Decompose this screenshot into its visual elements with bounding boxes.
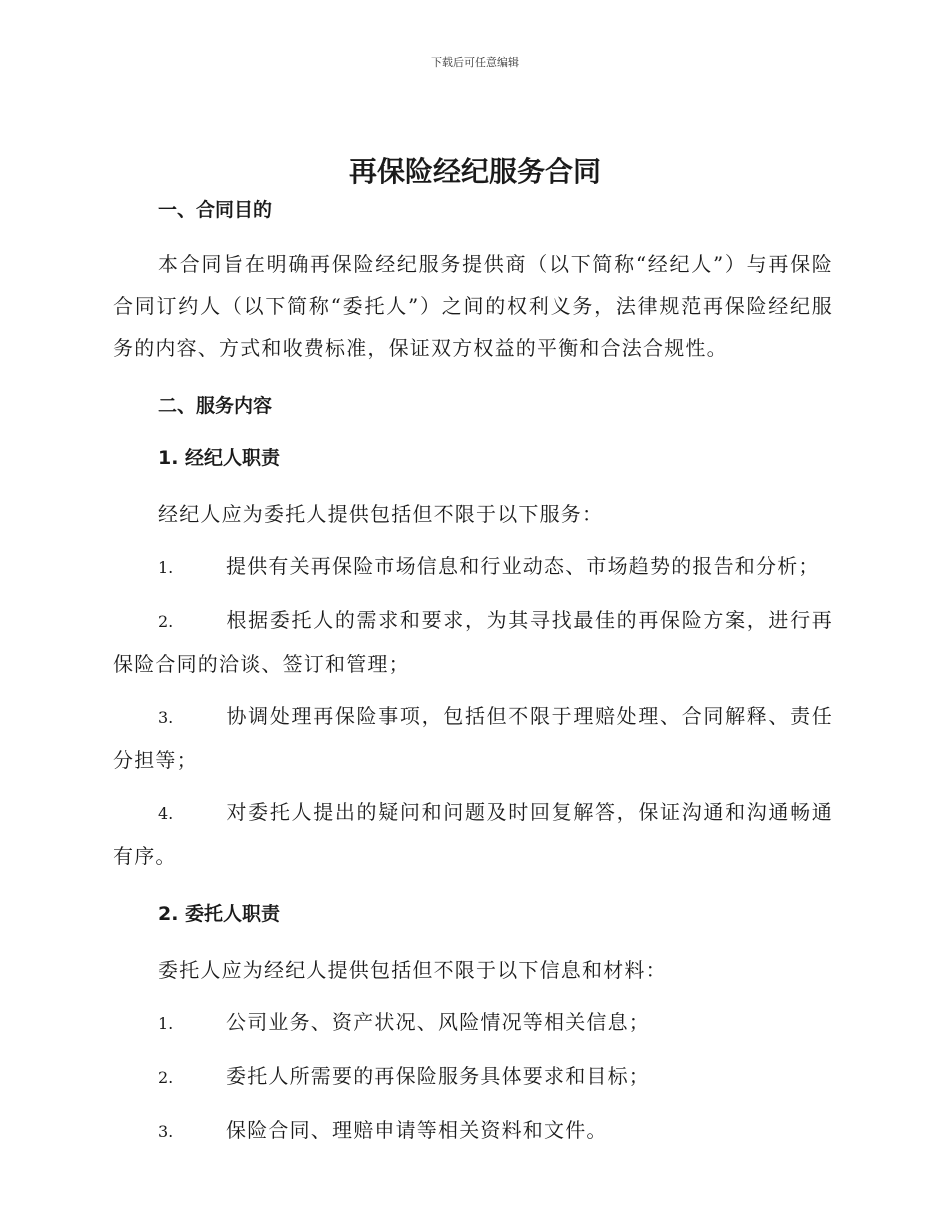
list-text: 提供有关再保险市场信息和行业动态、市场趋势的报告和分析；	[226, 554, 820, 578]
list-number: 3.	[158, 1122, 174, 1141]
subsection-heading-client: 2. 委托人职责	[158, 903, 281, 925]
list-item	[113, 1055, 833, 1099]
subsection-heading-broker: 1. 经纪人职责	[158, 447, 281, 469]
document-title: 再保险经纪服务合同	[348, 155, 601, 188]
list-item	[113, 695, 833, 781]
section-heading-services: 二、服务内容	[158, 395, 273, 417]
list-item	[113, 599, 833, 685]
subsection-intro-broker: 经纪人应为委托人提供包括但不限于以下服务：	[158, 502, 604, 526]
list-text: 公司业务、资产状况、风险情况等相关信息；	[226, 1010, 650, 1034]
list-number: 1.	[158, 558, 174, 577]
list-number: 4.	[158, 804, 174, 823]
list-number: 2.	[158, 1068, 174, 1087]
document-body	[113, 195, 833, 1153]
list-number: 2.	[158, 612, 174, 631]
list-text: 委托人所需要的再保险服务具体要求和目标；	[226, 1064, 650, 1088]
section-paragraph-purpose: 本合同旨在明确再保险经纪服务提供商（以下简称“经纪人”）与再保险合同订约人（以下简称“委托人”）之间的权利义务，法律规范再保险经纪服务的内容、方式和收费标准，保证双方权益的平衡和合法合规性。	[113, 252, 833, 360]
list-item	[113, 1109, 833, 1153]
list-text: 协调处理再保险事项，包括但不限于理赔处理、合同解释、责任分担等；	[113, 704, 833, 772]
header-note: 下载后可任意编辑	[431, 56, 519, 69]
list-item	[113, 791, 833, 877]
subsection-intro-client: 委托人应为经纪人提供包括但不限于以下信息和材料：	[158, 958, 667, 982]
list-item	[113, 545, 833, 589]
list-text: 保险合同、理赔申请等相关资料和文件。	[226, 1118, 608, 1142]
section-heading-purpose: 一、合同目的	[158, 199, 273, 221]
list-item	[113, 1001, 833, 1045]
list-number: 1.	[158, 1014, 174, 1033]
list-text: 对委托人提出的疑问和问题及时回复解答，保证沟通和沟通畅通有序。	[113, 800, 833, 868]
list-text: 根据委托人的需求和要求，为其寻找最佳的再保险方案，进行再保险合同的洽谈、签订和管理；	[113, 608, 833, 676]
list-number: 3.	[158, 708, 174, 727]
